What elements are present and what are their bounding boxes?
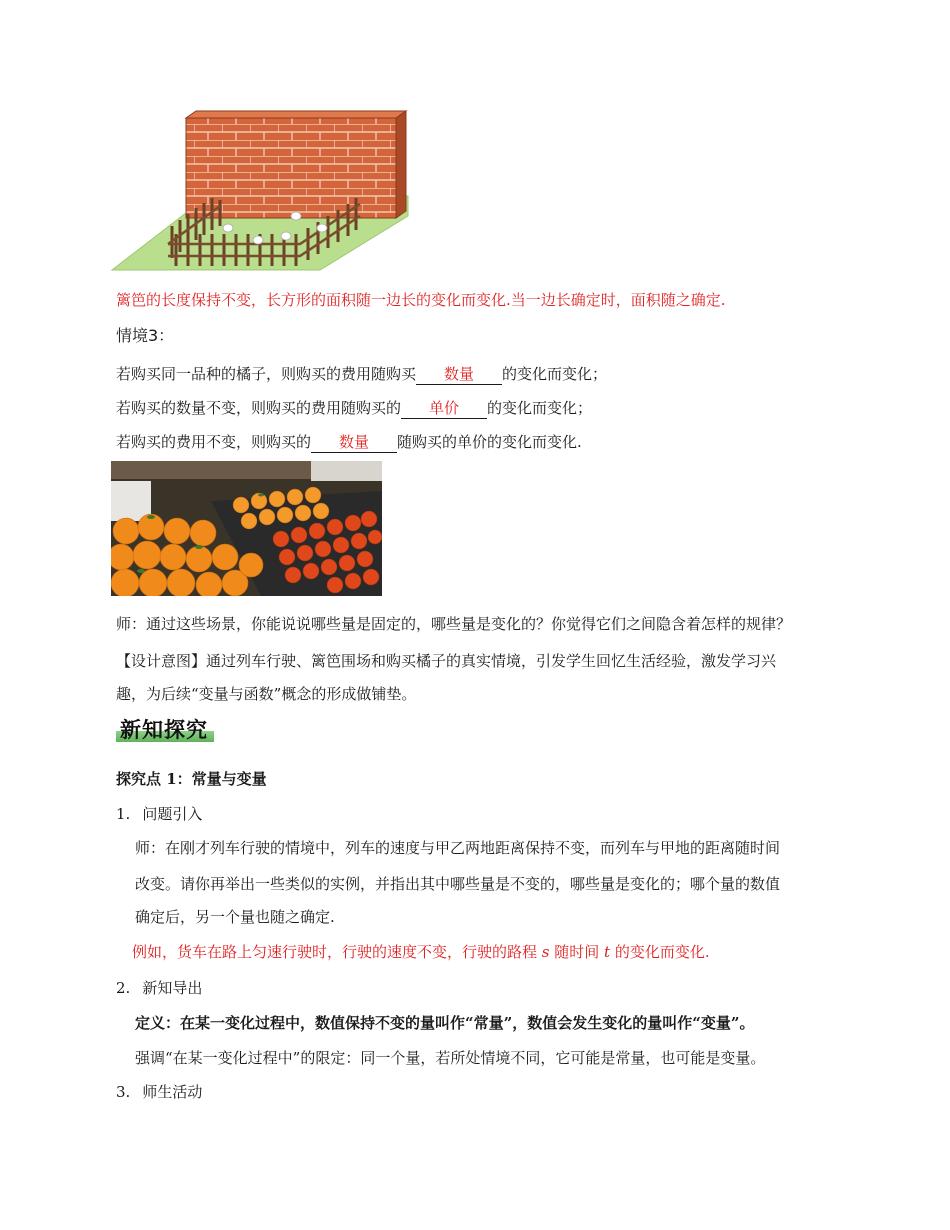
answer-text: 单价 [429, 399, 460, 417]
oranges-photo [111, 461, 382, 596]
definition: 定义：在某一变化过程中，数值保持不变的量叫作“常量”，数值会发生变化的量叫作“变量”。 [135, 1014, 755, 1032]
design-intent-line-2: 趣，为后续“变量与函数”概念的形成做铺垫。 [116, 685, 417, 703]
section-banner-text: 新知探究 [120, 717, 208, 742]
example-line [132, 942, 710, 962]
variable-t: t [604, 943, 611, 961]
wall-fence-illustration [110, 108, 410, 276]
section-title: 探究点 1：常量与变量 [116, 770, 267, 788]
item-1-para-line-2: 改变。请你再举出一些类似的实例，并指出其中哪些量是不变的，哪些量是变化的；哪个量的数值 [135, 875, 781, 893]
item-1-para-line-1: 师：在刚才列车行驶的情境中，列车的速度与甲乙两地距离保持不变，而列车与甲地的距离随时间 [135, 839, 781, 857]
situation-heading: 情境3： [116, 326, 175, 345]
item-label: 新知导出 [142, 979, 203, 997]
answer-blank [401, 398, 487, 419]
situation-line-3-after: 随购买的单价的变化而变化. [397, 433, 582, 451]
section-banner [116, 714, 214, 742]
item-2-heading [116, 978, 202, 998]
answer-text: 数量 [339, 433, 370, 451]
teacher-question: 师：通过这些场景，你能说说哪些量是固定的，哪些量是变化的？你觉得它们之间隐含着怎样的规律？ [116, 615, 792, 633]
answer-text: 数量 [444, 365, 475, 383]
situation-line-2 [116, 398, 592, 419]
item-label: 师生活动 [142, 1083, 203, 1101]
situation-line-1 [116, 364, 607, 385]
item-1-para-line-3: 确定后，另一个量也随之确定. [135, 908, 335, 926]
answer-blank [311, 432, 397, 453]
situation-line-3-before: 若购买的费用不变，则购买的 [116, 433, 312, 451]
design-intent-line-1: 【设计意图】通过列车行驶、篱笆围场和购买橘子的真实情境，引发学生回忆生活经验，激发学习兴 [116, 652, 777, 670]
situation-line-1-after: 的变化而变化； [502, 365, 608, 383]
example-text-c: 的变化而变化. [610, 943, 710, 961]
item-3-heading [116, 1082, 202, 1102]
situation-line-3 [116, 432, 582, 453]
situation-line-1-before: 若购买同一品种的橘子，则购买的费用随购买 [116, 365, 417, 383]
example-text-a: 例如，货车在路上匀速行驶时，行驶的速度不变，行驶的路程 [132, 943, 542, 961]
variable-s: s [541, 943, 550, 961]
item-number: 3. [116, 1083, 131, 1101]
item-number: 1. [116, 805, 131, 823]
answer-blank [416, 364, 502, 385]
item-label: 问题引入 [142, 805, 203, 823]
situation-line-2-before: 若购买的数量不变，则购买的费用随购买的 [116, 399, 402, 417]
wall-caption: 篱笆的长度保持不变，长方形的面积随一边长的变化而变化.当一边长确定时，面积随之确定. [116, 291, 726, 309]
emphasis: 强调“在某一变化过程中”的限定：同一个量，若所处情境不同，它可能是常量，也可能是变量。 [135, 1049, 766, 1067]
example-text-b: 随时间 [549, 943, 605, 961]
situation-line-2-after: 的变化而变化； [487, 399, 593, 417]
item-number: 2. [116, 979, 131, 997]
item-1-heading [116, 804, 202, 824]
